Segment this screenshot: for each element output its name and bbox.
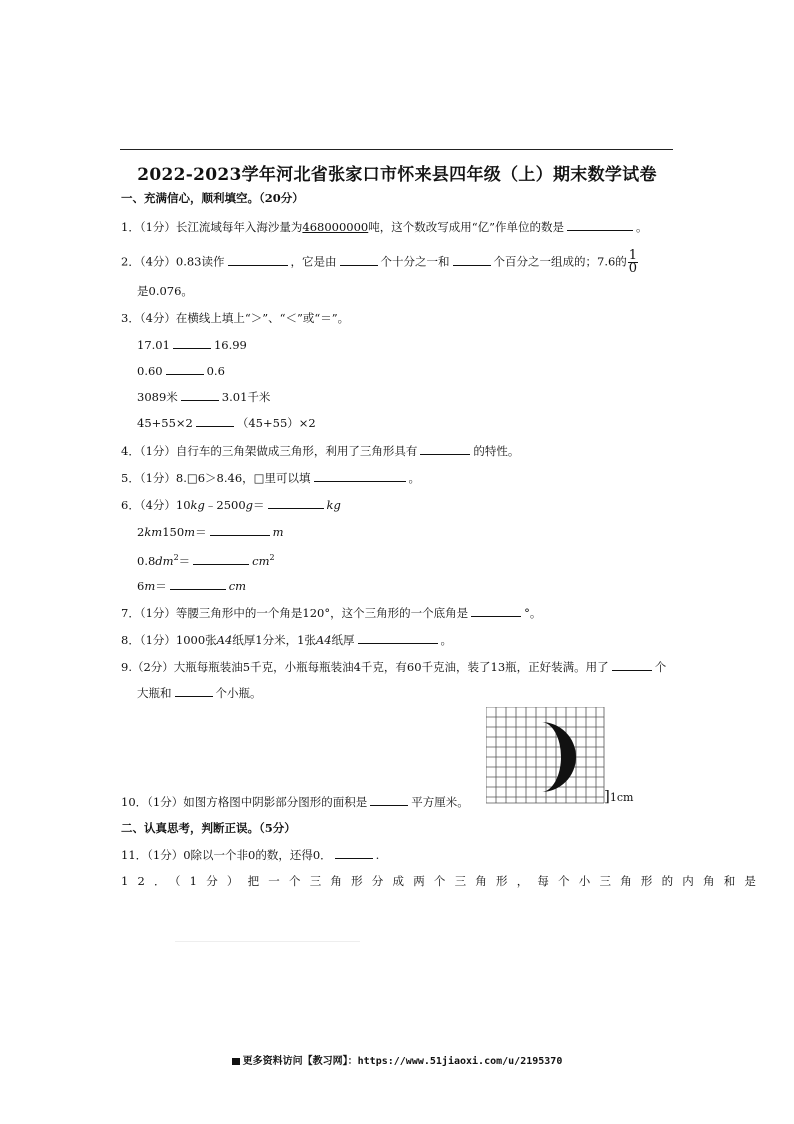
question-11 — [121, 846, 379, 863]
question-2-cont: 是0.076。 — [137, 284, 193, 298]
q2-fraction — [628, 250, 638, 275]
q6-a-unit-2: g — [245, 498, 254, 512]
q2-text-3: 个十分之一和 — [380, 254, 450, 269]
page-title: 2022-2023学年河北省张家口市怀来县四年级（上）期末数学试卷 — [137, 165, 657, 185]
q10-blank[interactable] — [370, 793, 408, 806]
q6-c-sup-2: 2 — [269, 553, 275, 562]
q3-r1-blank[interactable] — [173, 336, 211, 349]
q6-a-unit-3: kg — [326, 498, 341, 512]
q6-b-eq: ＝ — [195, 525, 207, 539]
fraction-numerator: 1 — [628, 248, 638, 263]
q1-text: 1．（1分）长江流域每年入海沙量为 — [121, 220, 303, 234]
q9-tail: 个 — [654, 660, 667, 674]
q6-row-2 — [137, 523, 283, 540]
question-7 — [121, 604, 541, 621]
q3-r1-left: 17.01 — [137, 338, 170, 352]
q6-d-unit: m — [144, 579, 156, 593]
q8-blank[interactable] — [358, 631, 438, 644]
q1-end: 。 — [636, 220, 648, 234]
q3-r4-right: （45+55）×2 — [236, 416, 316, 430]
q9-text-2: 大瓶和 — [137, 686, 172, 700]
q8-text-4: 。 — [440, 633, 453, 647]
q6-blank-1[interactable] — [268, 496, 324, 509]
q2-text-4: 个百分之一组成的；7.6的 — [493, 254, 627, 269]
q3-row-3 — [137, 388, 270, 405]
question-8 — [121, 631, 452, 648]
q3-r4-left: 45+55×2 — [137, 416, 193, 430]
scale-label: ]1cm — [604, 787, 634, 805]
q6-a-unit: kg — [190, 498, 205, 512]
q6-b: 2 — [137, 525, 145, 539]
q6-a-eq: ＝ — [253, 498, 265, 512]
section-1-heading: 一、充满信心，顺利填空。（20分） — [121, 191, 304, 205]
q5-blank[interactable] — [314, 469, 406, 482]
question-1 — [121, 218, 648, 235]
q8-text-2: 纸厚1分米，1张 — [232, 633, 316, 647]
q11-text: 11．（1分）0除以一个非0的数，还得0． — [121, 848, 332, 862]
question-9 — [121, 658, 666, 675]
q9-blank-1[interactable] — [612, 658, 652, 671]
q10-text-2: 平方厘米。 — [411, 795, 469, 809]
question-2 — [121, 250, 638, 275]
q10-text: 10．（1分）如图方格图中阴影部分图形的面积是 — [121, 795, 368, 809]
q9-text: 9.（2分）大瓶每瓶装油5千克，小瓶每瓶装油4千克，有60千克油，装了13瓶，正好装满。用了 — [121, 660, 609, 674]
q6-b-unit-3: m — [272, 525, 284, 539]
faint-rule — [175, 941, 360, 942]
q6-blank-2[interactable] — [210, 523, 270, 536]
q3-r3-left: 3089米 — [137, 390, 178, 404]
q4-blank[interactable] — [420, 442, 470, 455]
fraction-denominator: 0 — [628, 261, 638, 276]
q6-row-3 — [137, 550, 275, 569]
q7-blank[interactable] — [471, 604, 521, 617]
footer[interactable] — [0, 1052, 794, 1067]
q8-paper-size-2: A4 — [315, 633, 332, 647]
q3-r1-right: 16.99 — [213, 338, 247, 352]
q2-blank-1[interactable] — [228, 253, 288, 266]
question-12: 12．（1分）把一个三角形分成两个三角形，每个小三角形的内角和是 — [121, 874, 766, 888]
question-4 — [121, 442, 519, 459]
q6-a: 6．（4分）10 — [121, 498, 191, 512]
question-5 — [121, 469, 420, 486]
q11-blank[interactable] — [335, 846, 373, 859]
q1-number: 468000000 — [302, 220, 369, 234]
flag-icon — [232, 1058, 240, 1065]
q8-text-3: 纸厚 — [331, 633, 355, 647]
q6-row-4 — [137, 577, 246, 594]
q6-d-eq: ＝ — [155, 579, 167, 593]
q3-r2-blank[interactable] — [166, 362, 204, 375]
q6-d-unit-2: cm — [228, 579, 247, 593]
question-6 — [121, 496, 341, 513]
q3-r3-blank[interactable] — [181, 388, 219, 401]
grid-figure — [486, 707, 606, 805]
q2-blank-2[interactable] — [340, 253, 378, 266]
q7-text-2: °。 — [524, 606, 542, 620]
q6-c-unit-2: cm — [252, 553, 270, 568]
q6-blank-4[interactable] — [170, 577, 226, 590]
q3-r3-right: 3.01千米 — [221, 390, 271, 404]
q8-paper-size: A4 — [216, 633, 233, 647]
q1-answer-blank[interactable] — [567, 218, 633, 231]
q4-text-2: 的特性。 — [473, 444, 520, 458]
q6-b-unit: km — [144, 525, 163, 539]
footer-link-text[interactable]: 更多资料访问【教习网】：https://www.51jiaoxi.com/u/2195370 — [242, 1056, 563, 1067]
q3-r2-left: 0.60 — [137, 364, 163, 378]
q6-c-unit: dm — [155, 553, 174, 568]
q7-text: 7．（1分）等腰三角形中的一个角是120°，这个三角形的一个底角是 — [121, 606, 469, 620]
q2-text: 2．（4分）0.83读作 — [121, 254, 225, 269]
q6-blank-3[interactable] — [193, 552, 249, 565]
q3-r4-blank[interactable] — [196, 414, 234, 427]
q4-text: 4．（1分）自行车的三角架做成三角形，利用了三角形具有 — [121, 444, 418, 458]
question-3: 3．（4分）在横线上填上“＞”、“＜”或“＝”。 — [121, 311, 350, 325]
q9-text-3: 个小瓶。 — [215, 686, 262, 700]
q3-r2-right: 0.6 — [206, 364, 225, 378]
scale-text: 1cm — [609, 791, 634, 804]
q9-blank-2[interactable] — [175, 684, 213, 697]
q5-text: 5．（1分）8.□6＞8.46，□里可以填 — [121, 471, 311, 485]
q3-row-1 — [137, 336, 247, 353]
grid-lines — [486, 707, 604, 803]
q6-d: 6 — [137, 579, 145, 593]
q2-text-2: ，它是由 — [290, 254, 337, 269]
q5-text-2: 。 — [408, 471, 421, 485]
q6-c-eq: ＝ — [178, 553, 191, 568]
q6-b-unit-2: m — [184, 525, 196, 539]
q2-blank-3[interactable] — [453, 253, 491, 266]
q1-text-2: 吨，这个数改写成用“亿”作单位的数是 — [368, 220, 565, 234]
question-9-cont — [137, 684, 262, 701]
q8-text: 8．（1分）1000张 — [121, 633, 217, 647]
q6-a-mid: ﹣2500 — [204, 498, 246, 512]
q6-c: 0.8 — [137, 553, 156, 568]
q11-text-2: . — [375, 848, 380, 862]
top-rule — [120, 149, 673, 150]
q3-row-2 — [137, 362, 225, 379]
q6-c-sup: 2 — [173, 553, 179, 562]
q3-row-4 — [137, 414, 316, 431]
question-10 — [121, 793, 469, 810]
section-2-heading: 二、认真思考，判断正误。（5分） — [121, 821, 296, 835]
q6-b-mid: 150 — [162, 525, 185, 539]
